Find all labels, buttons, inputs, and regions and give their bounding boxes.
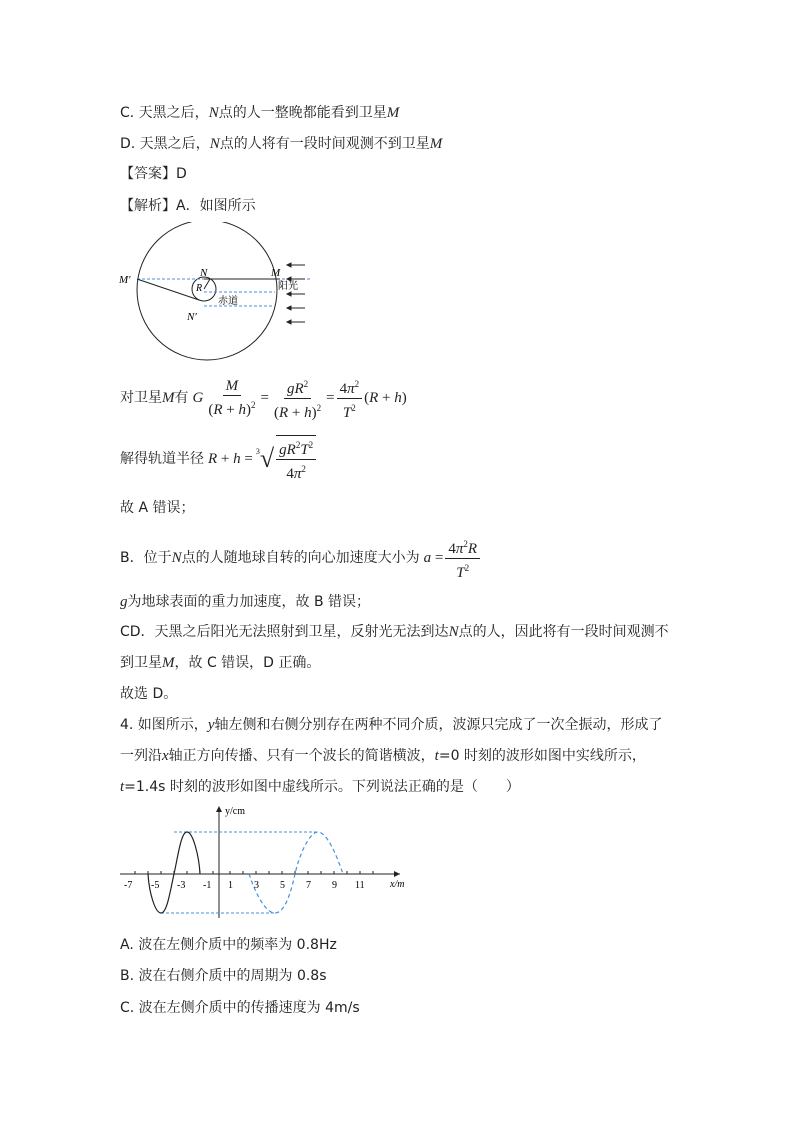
question-4-line-2: 一列沿x轴正方向传播、只有一个波长的简谐横波，t=0 时刻的波形如图中实线所示， — [120, 748, 646, 764]
option-b-analysis: B．位于 N 点的人随地球自转的向心加速度大小为 a = $\frac{4\pi^2R}{T^2}$ — [120, 536, 482, 580]
tick-label: -7 — [124, 880, 133, 891]
option-d-text: 点的人将有一段时间观测不到卫星 — [219, 136, 430, 152]
tick-label: 5 — [280, 880, 285, 891]
answer: 【答案】D — [120, 166, 187, 182]
option-d-prefix: D. 天黑之后， — [120, 136, 210, 152]
orbit-diagram — [115, 222, 315, 372]
x-tick-labels — [124, 880, 365, 891]
option-c-text: 点的人一整晚都能看到卫星 — [218, 105, 387, 121]
var-m: M — [386, 105, 400, 121]
question-4-line-3: t=1.4s 时刻的波形如图中虚线所示。下列说法正确的是（ ） — [120, 779, 520, 795]
cd-analysis-1: CD．天黑之后阳光无法照射到卫星，反射光无法到达N点的人，因此将有一段时间观测不 — [120, 624, 669, 640]
y-axis-arrow — [216, 806, 222, 812]
option-c-q4: C. 波在左侧介质中的传播速度为 4m/s — [120, 1000, 360, 1016]
equation-gravity: 对卫星 M 有 G $\frac{M}{(R + h)^2}$ = $\frac{gR^2}{(R + h)^2}$ = $\frac{4\pi^2}{T^2}$ (R + h) — [120, 378, 407, 418]
label-m-prime: M′ — [119, 274, 131, 286]
option-d — [120, 134, 442, 154]
tick-label: 11 — [355, 880, 365, 891]
tick-label: -5 — [151, 880, 160, 891]
option-c-prefix: C. 天黑之后， — [120, 105, 209, 121]
label-m: M — [271, 267, 281, 279]
a-wrong: 故 A 错误； — [120, 500, 195, 516]
tick-label: -3 — [177, 880, 186, 891]
tangent-line — [137, 279, 199, 300]
option-a-q4: A. 波在左侧介质中的频率为 0.8Hz — [120, 937, 337, 953]
tick-label: 1 — [228, 880, 233, 891]
radius-line — [204, 279, 210, 289]
y-axis-label: y/cm — [225, 806, 245, 817]
var-n: N — [208, 105, 219, 121]
x-axis-label: x/m — [390, 879, 405, 890]
analysis-heading: 【解析】A．如图所示 — [120, 198, 256, 214]
tick-label: 3 — [254, 880, 259, 891]
equation-radius: 解得轨道半径 R + h = 3 √ $\frac{gR^2T^2}{4\pi^2}$ — [120, 437, 318, 481]
var-n: N — [209, 136, 220, 152]
question-4-line-1: 4. 如图所示，y轴左侧和右侧分别存在两种不同介质，波源只完成了一次全振动，形成了 — [120, 717, 663, 733]
choose-d: 故选 D。 — [120, 686, 178, 702]
sunlight-arrows — [287, 263, 305, 324]
label-sunlight: 阳光 — [278, 281, 298, 292]
cd-analysis-2: 到卫星M，故 C 错误，D 正确。 — [120, 655, 321, 671]
label-equator: 赤道 — [218, 296, 238, 307]
wave-diagram — [115, 800, 415, 925]
label-r: R — [196, 283, 203, 294]
g-explanation: g为地球表面的重力加速度，故 B 错误； — [120, 594, 371, 610]
label-n-prime: N′ — [187, 311, 197, 323]
option-b-q4: B. 波在右侧介质中的周期为 0.8s — [120, 968, 327, 984]
option-c — [120, 103, 399, 123]
tick-label: 9 — [332, 880, 337, 891]
wave-solid-t0 — [148, 832, 200, 913]
tick-label: 7 — [306, 880, 311, 891]
tick-label: -1 — [203, 880, 212, 891]
x-axis-arrow — [394, 871, 400, 877]
label-n: N — [200, 267, 208, 279]
orbit-circle — [137, 222, 277, 360]
var-m: M — [429, 136, 443, 152]
wave-dashed-t1 — [249, 832, 343, 913]
